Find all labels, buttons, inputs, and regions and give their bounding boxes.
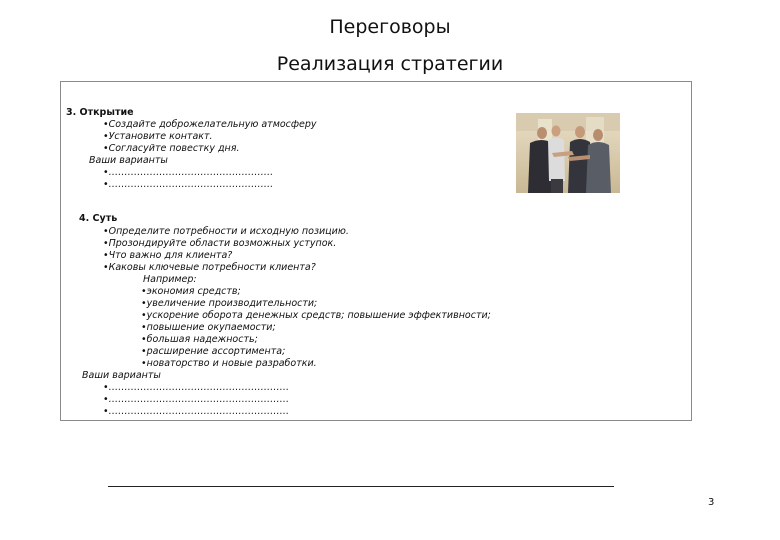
- essence-example: •ускорение оборота денежных средств; повышение эффективности;: [141, 310, 491, 321]
- essence-example: •расширение ассортимента;: [141, 346, 286, 357]
- opening-blank: •…………………………………………….: [103, 167, 274, 178]
- handshake-photo: [516, 113, 620, 193]
- opening-variants-label: Ваши варианты: [89, 155, 168, 166]
- essence-bullet: •Что важно для клиента?: [103, 250, 233, 261]
- slide-subtitle: Реализация стратегии: [276, 53, 504, 75]
- essence-example: •большая надежность;: [141, 334, 258, 345]
- essence-example-label: Например:: [143, 274, 197, 285]
- essence-bullet: •Определите потребности и исходную позицию.: [103, 226, 349, 237]
- essence-bullet: •Прозондируйте области возможных уступок.: [103, 238, 337, 249]
- essence-example: •экономия средств;: [141, 286, 241, 297]
- opening-heading: 3. Открытие: [66, 107, 134, 118]
- footer-divider: [108, 486, 614, 487]
- essence-heading: 4. Суть: [79, 213, 118, 224]
- opening-bullet: •Установите контакт.: [103, 131, 213, 142]
- page-number: 3: [708, 497, 715, 508]
- essence-example: •новаторство и новые разработки.: [141, 358, 317, 369]
- opening-bullet: •Согласуйте повестку дня.: [103, 143, 240, 154]
- essence-variants-label: Ваши варианты: [82, 370, 161, 381]
- opening-blank: •…………………………………………….: [103, 179, 274, 190]
- essence-bullet: •Каковы ключевые потребности клиента?: [103, 262, 316, 273]
- opening-bullet: •Создайте доброжелательную атмосферу: [103, 119, 317, 130]
- essence-blank: •…………………………………………………: [103, 406, 290, 417]
- essence-example: •увеличение производительности;: [141, 298, 318, 309]
- essence-example: •повышение окупаемости;: [141, 322, 276, 333]
- essence-blank: •…………………………………………………: [103, 394, 290, 405]
- slide-title: Переговоры: [329, 16, 451, 38]
- essence-blank: •…………………………………………………: [103, 382, 290, 393]
